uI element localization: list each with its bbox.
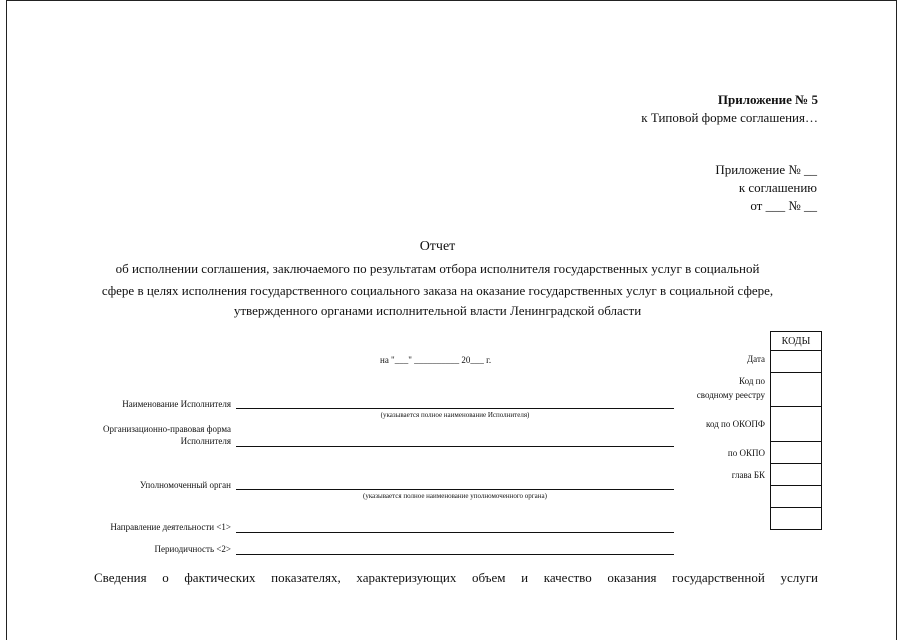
code-okopf-label: код по ОКОПФ — [706, 419, 765, 429]
code-extra-cell-2 — [771, 508, 822, 530]
code-okopf-cell — [771, 407, 822, 442]
code-date-label: Дата — [747, 354, 765, 364]
agreement-appendix-number: Приложение № __ — [715, 162, 817, 177]
report-title-line-1: об исполнении соглашения, заключаемого по результатам отбора исполнителя государственных услуг в социальной — [115, 261, 760, 276]
report-title: Отчет — [419, 239, 456, 254]
codes-table — [770, 331, 822, 530]
legal-form-label-2: Исполнителя — [180, 436, 231, 446]
periodicity-field[interactable] — [236, 554, 674, 555]
code-extra-cell-1 — [771, 486, 822, 508]
code-date-cell — [771, 351, 822, 373]
authority-label: Уполномоченный орган — [139, 480, 231, 490]
report-date-line: на "___" __________ 20___ г. — [380, 355, 492, 365]
executor-name-field[interactable] — [236, 408, 674, 409]
appendix-title: Приложение № 5 — [717, 92, 818, 107]
executor-name-hint: (указывается полное наименование Исполнителя) — [380, 411, 530, 419]
periodicity-label: Периодичность <2> — [154, 544, 231, 554]
report-title-line-3: утвержденного органами исполнительной власти Ленинградской области — [233, 303, 642, 318]
authority-hint: (указывается полное наименование уполномоченного органа) — [363, 492, 547, 500]
direction-label: Направление деятельности <1> — [110, 522, 231, 532]
direction-field[interactable] — [236, 532, 674, 533]
agreement-date-number: от ___ № __ — [750, 198, 817, 213]
legal-form-label-1: Организационно-правовая форма — [103, 424, 231, 434]
codes-header: КОДЫ — [771, 332, 822, 351]
code-bk-label: глава БК — [731, 470, 765, 480]
code-registry-label-2: сводному реестру — [696, 390, 765, 400]
agreement-label: к соглашению — [738, 180, 817, 195]
executor-name-label: Наименование Исполнителя — [122, 399, 231, 409]
report-title-line-2: сфере в целях исполнения государственного социального заказа на оказание государственных услуг в социальной сфере, — [101, 283, 774, 298]
footer-text: Сведения о фактических показателях, характеризующих объем и качество оказания государственной услуги — [94, 570, 818, 585]
code-okpo-cell — [771, 442, 822, 464]
appendix-subtitle: к Типовой форме соглашения… — [641, 110, 818, 125]
legal-form-field[interactable] — [236, 446, 674, 447]
authority-field[interactable] — [236, 489, 674, 490]
code-registry-cell — [771, 373, 822, 407]
code-okpo-label: по ОКПО — [727, 448, 765, 458]
code-registry-label-1: Код по — [739, 376, 765, 386]
code-bk-cell — [771, 464, 822, 486]
